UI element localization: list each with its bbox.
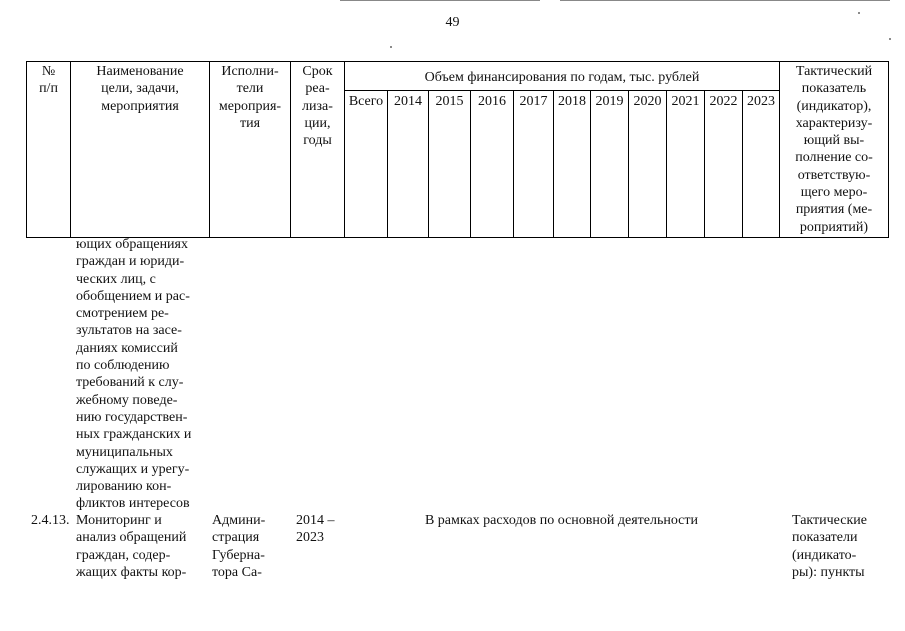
col-name-header: Наименование цели, задачи, мероприятия: [71, 62, 210, 238]
year-header-2019: 2019: [591, 91, 629, 238]
row-measure-name: Мониторинг и анализ обращений граждан, содер- жащих факты кор-: [76, 513, 187, 580]
col-funding-header: Объем финансирования по годам, тыс. рублей: [345, 62, 780, 91]
year-header-2018: 2018: [554, 91, 591, 238]
col-indicator-header: Тактический показатель (индикатор), характеризу- ющий вы- полнение со- ответствую- щего меро- приятия (ме- роприятий): [780, 62, 889, 238]
row-executor: Админи- страция Губерна- тора Са-: [212, 513, 266, 580]
page-number: 49: [445, 15, 460, 30]
year-header-2022: 2022: [705, 91, 743, 238]
row-number: 2.4.13.: [31, 513, 70, 528]
row-indicator: Тактические показатели (индикато- ры): пункты: [792, 513, 867, 580]
col-executor-header: Исполни- тели мероприя- тия: [210, 62, 291, 238]
year-header-2020: 2020: [629, 91, 667, 238]
year-header-total: Всего: [345, 91, 388, 238]
top-rule-left: [340, 0, 540, 1]
year-header-2015: 2015: [429, 91, 471, 238]
year-header-2017: 2017: [514, 91, 554, 238]
top-rule-right: [560, 0, 890, 1]
year-header-2021: 2021: [667, 91, 705, 238]
row-term: 2014 – 2023: [296, 513, 335, 546]
col-term-header: Срок реа- лиза- ции, годы: [291, 62, 345, 238]
header-table: [26, 61, 889, 238]
row-funding-note: В рамках расходов по основной деятельности: [424, 513, 699, 528]
scan-speck: [889, 38, 891, 40]
year-header-2016: 2016: [471, 91, 514, 238]
year-header-2023: 2023: [743, 91, 780, 238]
year-header-2014: 2014: [388, 91, 429, 238]
scan-speck: [390, 46, 392, 48]
continued-measure-text: ющих обращениях граждан и юриди- ческих лиц, с обобщением и рас- смотрением ре- зультатов на засе- даниях комиссий по соблюдению требований к слу- жебному поведе- нию государствен- ных гражданских и муниципальных служащих и урегу- лированию кон- фликтов интересов: [76, 237, 192, 512]
col-num-header: № п/п: [27, 62, 71, 238]
